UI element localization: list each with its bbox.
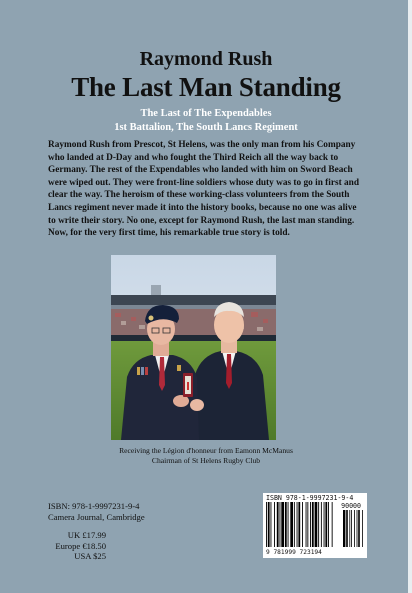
photo-caption xyxy=(111,446,301,466)
barcode-bar xyxy=(332,502,333,547)
barcode-bar xyxy=(307,502,308,547)
addon-bar xyxy=(362,510,363,547)
barcode-isbn-header: ISBN 978-1-9997231-9-4 xyxy=(266,494,354,502)
barcode-bar xyxy=(297,502,298,547)
publisher-text: Camera Journal, Cambridge xyxy=(48,512,145,522)
photo-illustration xyxy=(111,255,276,440)
barcode-bar xyxy=(315,502,318,547)
addon-bar xyxy=(346,510,348,547)
barcode-bar xyxy=(294,502,295,547)
addon-bar xyxy=(349,510,350,547)
subtitle xyxy=(0,107,412,135)
publication-info xyxy=(48,501,145,523)
barcode-addon-number: 90000 xyxy=(341,502,361,510)
addon-bar xyxy=(354,510,355,547)
addon-bar xyxy=(357,510,358,547)
isbn-text: ISBN: 978-1-9997231-9-4 xyxy=(48,501,140,511)
barcode-bar xyxy=(288,502,289,547)
author-name: Raymond Rush xyxy=(139,48,273,70)
barcode xyxy=(263,493,367,558)
addon-bar xyxy=(358,510,360,547)
price-uk: UK £17.99 xyxy=(67,530,106,540)
price-list xyxy=(48,530,106,562)
barcode-bar xyxy=(285,502,287,547)
barcode-bar xyxy=(281,502,284,547)
price-us: USA $25 xyxy=(74,551,106,561)
barcode-bar xyxy=(306,502,307,547)
subtitle-line-1: The Last of The Expendables xyxy=(140,108,272,119)
price-eu: Europe €18.50 xyxy=(55,540,106,551)
barcode-bar xyxy=(302,502,303,547)
barcode-bar xyxy=(271,502,272,547)
caption-line-1: Receiving the Légion d'honneur from Eamonn McManus xyxy=(119,446,293,455)
barcode-bar xyxy=(268,502,270,547)
barcode-digits: 9 781999 723194 xyxy=(266,549,322,556)
book-title: The Last Man Standing xyxy=(71,72,341,102)
barcode-bar xyxy=(298,502,300,547)
caption-line-2: Chairman of St Helens Rugby Club xyxy=(151,456,261,465)
barcode-bars xyxy=(265,502,365,549)
barcode-bar xyxy=(312,502,314,547)
addon-bar xyxy=(351,510,352,547)
barcode-bar xyxy=(290,502,293,547)
barcode-bar xyxy=(321,502,322,547)
barcode-bar xyxy=(324,502,325,547)
barcode-bar xyxy=(274,502,275,547)
barcode-bar xyxy=(318,502,319,547)
barcode-bar xyxy=(325,502,327,547)
subtitle-line-2: 1st Battalion, The South Lancs Regiment xyxy=(114,122,298,133)
barcode-bar xyxy=(328,502,329,547)
barcode-bar xyxy=(310,502,311,547)
barcode-bar xyxy=(277,502,279,547)
barcode-bar xyxy=(280,502,281,547)
award-photo xyxy=(111,255,276,440)
addon-bar xyxy=(343,510,345,547)
blurb-text: Raymond Rush from Prescot, St Helens, was the only man from his Company who landed at D-Day and who fought the Third Reich all the way back to Germany. The rest of the Expendables who landed with him on Sword Beach were wiped out. They were front-line soldiers whose duty was to go in first and clear the way. The heroism of these working-class volunteers from the South Lancs regiment never made it into the history books, because no one was alive to write their story. No one, except for Raymond Rush, the last man standing. Now, for the very first time, his remarkable true story is told. xyxy=(48,140,360,239)
barcode-bar xyxy=(266,502,267,547)
